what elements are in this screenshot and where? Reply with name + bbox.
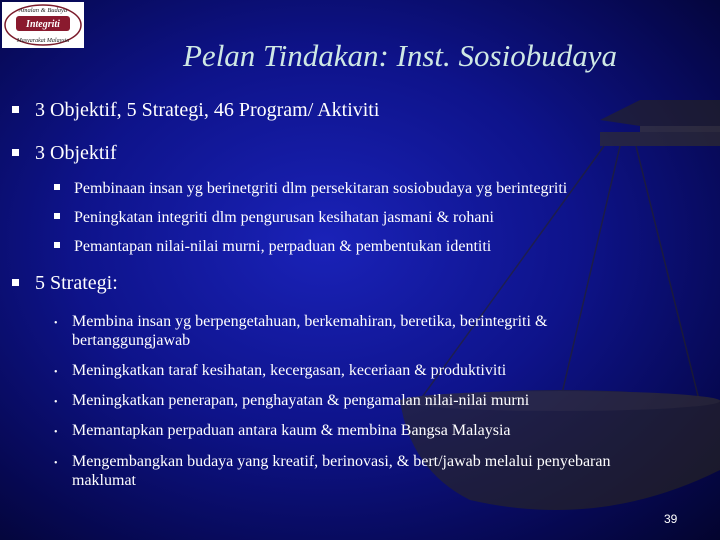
scale-beam [600,132,720,146]
square-bullet-icon [54,213,60,219]
strategy-text: Membina insan yg berpengetahuan, berkemahiran, beretika, berintegriti & bertanggungjawab [72,313,548,349]
logo-bottom-text: Masyarakat Malaysia [16,38,70,44]
main-point-objectives [12,142,117,165]
page-number: 39 [664,512,678,526]
objective-text: Pemantapan nilai-nilai murni, perpaduan & pembentukan identiti [74,238,492,255]
scale-beam-top [640,126,720,132]
dot-bullet-icon: • [54,367,58,378]
strategy-text: Meningkatkan penerapan, penghayatan & pengamalan nilai-nilai murni [72,392,530,409]
dot-bullet-icon: • [54,427,58,438]
dot-bullet-icon: • [54,318,58,329]
main-point-strategies [12,272,118,295]
dot-bullet-icon: • [54,397,58,408]
square-bullet-icon [12,279,19,286]
objective-item [54,238,491,256]
strategy-text: Mengembangkan budaya yang kreatif, berinovasi, & bert/jawab melalui penyebaran maklumat [72,453,611,489]
strategy-text: Memantapkan perpaduan antara kaum & membina Bangsa Malaysia [72,422,511,439]
strategy-item [54,421,664,442]
square-bullet-icon [54,242,60,248]
scale-arm [600,100,720,126]
strategy-item [54,452,664,490]
objective-text: Peningkatan integriti dlm pengurusan kesihatan jasmani & rohani [74,209,494,226]
strategy-item [54,312,664,350]
square-bullet-icon [12,149,19,156]
logo-top-text: Amalan & Budaya [18,7,68,14]
main-point-text: 3 Objektif, 5 Strategi, 46 Program/ Aktiviti [35,99,380,121]
main-point-text: 5 Strategi: [35,272,118,294]
integriti-logo [2,2,84,48]
strategy-text: Meningkatkan taraf kesihatan, kecergasan, keceriaan & produktiviti [72,362,507,379]
slide-title: Pelan Tindakan: Inst. Sosiobudaya [183,38,617,73]
logo-graphic [2,2,84,48]
square-bullet-icon [12,106,19,113]
main-point-summary [12,99,379,122]
objective-item [54,180,567,198]
strategy-item [54,361,664,382]
logo-badge-text: Integriti [26,19,60,30]
objective-text: Pembinaan insan yg berinetgriti dlm persekitaran sosiobudaya yg berintegriti [74,180,568,197]
objective-item [54,209,494,227]
square-bullet-icon [54,184,60,190]
main-point-text: 3 Objektif [35,142,117,164]
strategy-item [54,391,664,412]
dot-bullet-icon: • [54,458,58,469]
